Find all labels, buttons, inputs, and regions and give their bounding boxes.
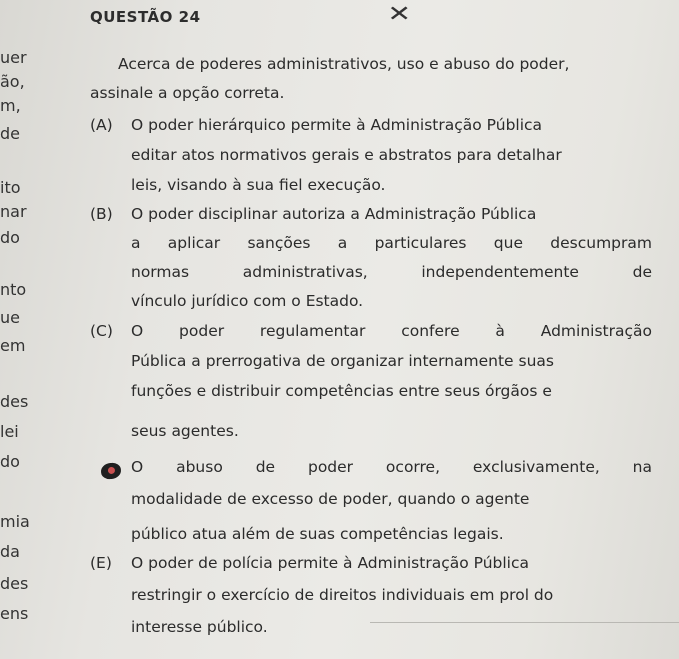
marker-dot-icon — [108, 467, 116, 475]
option-d-text: O abuso de poder ocorre, exclusivamente, na — [131, 458, 652, 476]
option-e-text: interesse público. — [131, 618, 268, 636]
margin-fragment: da — [0, 542, 20, 561]
margin-fragment: nto — [0, 280, 27, 299]
question-stem-line: Acerca de poderes administrativos, uso e abuso do poder, — [118, 55, 570, 73]
margin-fragment: m, — [0, 96, 21, 115]
option-e-text: O poder de polícia permite à Administração Pública — [131, 554, 529, 572]
option-b-text: O poder disciplinar autoriza a Administração Pública — [131, 205, 537, 223]
question-stem-line: assinale a opção correta. — [90, 84, 285, 102]
option-a-text: leis, visando à sua fiel execução. — [131, 176, 386, 194]
option-b-text: a aplicar sanções a particulares que descumpram — [131, 234, 652, 252]
option-c-text: O poder regulamentar confere à Administração — [131, 322, 652, 340]
option-c-text: seus agentes. — [131, 422, 239, 440]
option-e-text: restringir o exercício de direitos individuais em prol do — [131, 586, 554, 604]
close-icon: ✕ — [387, 2, 412, 27]
margin-fragment: des — [0, 574, 29, 593]
option-a-text: editar atos normativos gerais e abstratos para detalhar — [131, 146, 562, 164]
option-c-text: funções e distribuir competências entre seus órgãos e — [131, 382, 552, 400]
margin-fragment: de — [0, 124, 20, 143]
margin-fragment: do — [0, 452, 20, 471]
margin-fragment: ens — [0, 604, 29, 623]
option-c-text: Pública a prerrogativa de organizar internamente suas — [131, 352, 554, 370]
option-b-text: vínculo jurídico com o Estado. — [131, 292, 364, 310]
option-b-text: normas administrativas, independentemente de — [131, 263, 652, 281]
margin-fragment: nar — [0, 202, 27, 221]
margin-fragment: mia — [0, 512, 30, 531]
margin-fragment: do — [0, 228, 20, 247]
option-e-letter: (E) — [90, 554, 112, 572]
question-number: QUESTÃO 24 — [90, 8, 201, 26]
margin-fragment: ue — [0, 308, 20, 327]
margin-fragment: uer — [0, 48, 27, 67]
margin-fragment: ão, — [0, 72, 25, 91]
margin-fragment: ito — [0, 178, 21, 197]
option-d-text: modalidade de excesso de poder, quando o agente — [131, 490, 530, 508]
option-d-text: público atua além de suas competências legais. — [131, 525, 504, 543]
marked-option-d-icon — [100, 462, 122, 480]
option-b-letter: (B) — [90, 205, 113, 223]
margin-fragment: lei — [0, 422, 19, 441]
option-a-letter: (A) — [90, 116, 113, 134]
margin-fragment: em — [0, 336, 26, 355]
divider — [370, 622, 679, 623]
margin-fragment: des — [0, 392, 29, 411]
option-c-letter: (C) — [90, 322, 113, 340]
option-a-text: O poder hierárquico permite à Administração Pública — [131, 116, 543, 134]
